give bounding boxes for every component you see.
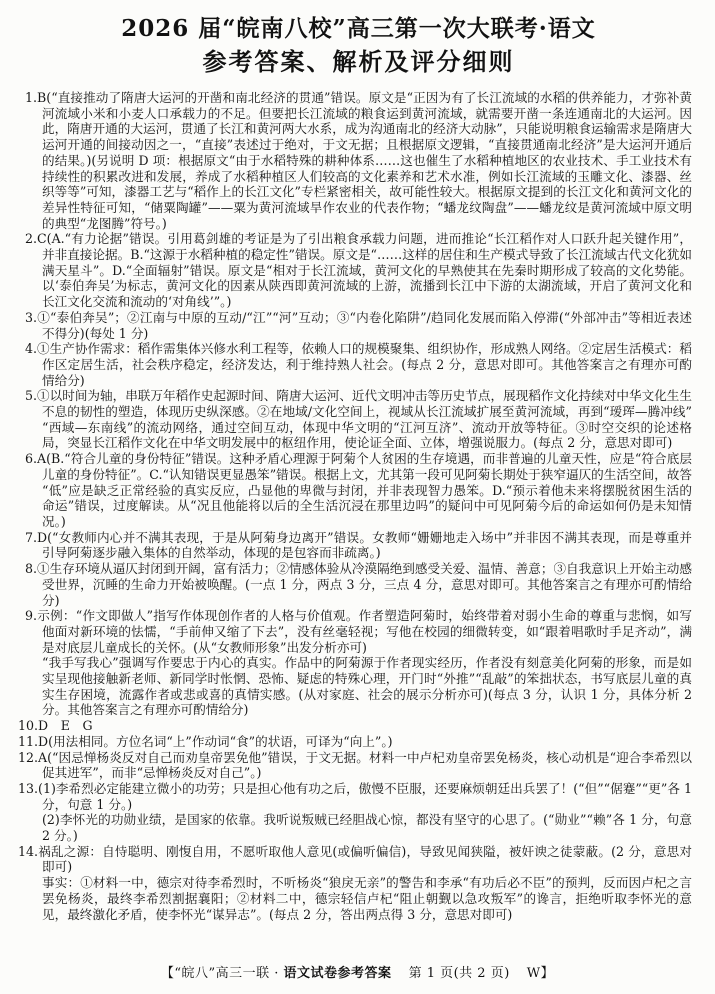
footer-prefix: 【“皖八”高三一联 · (160, 966, 284, 981)
answer-paragraph-first: 4.①生产协作需求：稻作需集体兴修水利工程等，依赖人口的规模聚集、组织协作，形成熟人网络。②定居生活模式：稻作区定居生活，社会秩序稳定，经济发达，利于维持熟人社会。(每点 2 分，意思对即可。其他答案言之有理亦可酌情给分) (25, 341, 692, 388)
answer-item (25, 310, 692, 341)
answer-paragraph-first: 2.C(A.“有力论据”错误。引用葛剑雄的考证是为了引出粮食承载力问题，进而推论“长江稻作对人口跃升起关键作用”，并非直接论据。B.“这源于水稻种植的稳定性”错误。原文是“……这样的居住和生产模式导致了长江流域古代文化犹如满天星斗”。D.“全面辐射”错误。原文是“相对于长江流域，黄河文化的早熟使其在先秦时期形成了较高的文化势能。以‘泰伯奔吴’为标志，黄河文化的因素从陕西即黄河流域的上游，流播到长江中下游的太湖流域，开启了黄河文化和长江文化交流和流动的‘对角线’”。) (25, 231, 692, 310)
answer-item (18, 749, 692, 781)
answer-item (25, 231, 692, 310)
answer-list (18, 90, 692, 922)
answer-paragraph-first: 11.D(用法相同。方位名词“上”作动词“食”的状语，可译为“向上”。) (18, 733, 393, 749)
page-title-line2: 参考答案、解析及评分细则 (202, 47, 515, 76)
page-title-line1: 2026 届“皖南八校”高三第一次大联考·语文 (121, 15, 596, 42)
answer-paragraph-first: 14.祸乱之源：自恃聪明、刚愎自用，不愿听取他人意见(或偏听偏信)，导致见闻狭隘，被奸谀之徒蒙蔽。(2 分，意思对即可) (18, 843, 692, 875)
document-title (25, 13, 692, 79)
page-footer (0, 962, 715, 981)
answer-item (25, 530, 692, 561)
answer-item (18, 718, 692, 734)
answer-paragraph: (2)李怀光的功勋业绩，是国家的依靠。我听说叛贼已经胆战心惊，都没有坚守的心思了。(“勋业”“赖”各 1 分，句意 2 分。) (42, 812, 692, 844)
answer-paragraph-first: 5.①以时间为轴，串联万年稻作史起源时间、隋唐大运河、近代文明冲击等历史节点，展现稻作文化持续对中华文化生生不息的韧性的塑造，体现历史纵深感。②在地域/文化空间上，视域从长江流域扩展至黄河流域，再到“瑷珲—腾冲线”“西域—东南线”的流动网络，通过空间互动，体现中华文明的“江河互济”、流动开放等特征。③时空交织的论述格局，突显长江稻作文化在中华文明发展中的枢纽作用，使论证全面、立体，增强说服力。(每点 2 分，意思对即可) (25, 388, 692, 451)
item-number: 13. (18, 780, 39, 796)
answer-item (25, 451, 692, 530)
answer-item (25, 341, 692, 388)
item-number: 4. (25, 341, 38, 357)
answer-paragraph-first: 3.①“泰伯奔吴”；②江南与中原的互动/“江”“河”互动；③“内卷化陷阱”/趋同化发展而陷入停滞(“外部冲击”等相近表述不得分)(每处 1 分) (25, 309, 692, 341)
answer-paragraph-first: 7.D(“女教师内心并不满其表现，于是从阿菊身边离开”错误。女教师“姗姗地走入场中”并非因不满其表现，而是尊重并引导阿菊逐步融入集体的自然举动，体现的是包容而非疏离。) (25, 529, 692, 561)
answer-paragraph-first: 12.A(“因忌惮杨炎反对自己而劝皇帝罢免他”错误，于文无据。材料一中卢杞劝皇帝罢免杨炎，核心动机是“迎合李希烈以促其进军”，而非“忌惮杨炎反对自己”。) (18, 749, 692, 781)
answer-paragraph-first: 1.B(“直接推动了隋唐大运河的开凿和南北经济的贯通”错误。原文是“正因为有了长江流域的水稻的供养能力，才弥补黄河流域小米和小麦人口承载力的不足。但要把长江流域的粮食运到黄河流域，就需要开凿一条连通南北的大运河。因此，隋唐开通的大运河，贯通了长江和黄河两大水系，成为沟通南北的经济大动脉”，只能说明粮食运输需求是隋唐大运河开通的间接动因之一，“直接”表述过于绝对，于文无据；且根据原文逻辑，“直接贯通南北经济”是大运河开通后的结果。)(另说明 D 项：根据原文“由于水稻特殊的耕种体系……这也催生了水稻种植地区的农业技术、手工业技术有持续性的积累改进和发展，养成了水稻种植区人们较高的文化素养和艺术水准，例如长江流域的玉雕文化、漆器、丝织等等”可知，漆器工艺与“稻作上的长江文化”专栏紧密相关，故可能性较大。根据原文提到的长江文化和黄河文化的差异性特征可知，“储粟陶罐”——粟为黄河流域旱作农业的代表作物；“蟠龙纹陶盘”——蟠龙纹是黄河流域中原文明的典型“龙图腾”符号。) (25, 90, 692, 231)
answer-item (25, 388, 692, 451)
item-number: 5. (25, 388, 38, 404)
answer-item (25, 561, 692, 608)
answer-paragraph-first: 9.示例：“作文即做人”指写作体现创作者的人格与价值观。作者塑造阿菊时，始终带着对弱小生命的尊重与悲悯，如写他面对新环境的怯懦，“手前伸又缩了下去”，没有丝毫轻视；写他在校园的细微转变，如“跟着唱歌时手足齐动”，满是对底层儿童成长的关怀。(从“女教师形象”出发分析亦可) (25, 608, 692, 655)
item-number: 3. (25, 309, 38, 325)
item-number: 8. (25, 561, 38, 577)
item-number: 7. (25, 529, 38, 545)
item-number: 11. (18, 733, 39, 749)
item-number: 1. (25, 90, 38, 105)
item-number: 10. (18, 718, 39, 734)
answer-paragraph-first: 8.①生存环境从逼仄封闭到开阔，富有活力；②情感体验从冷漠隔绝到感受关爱、温情、善意；③自我意识上开始主动感受世界，沉睡的生命力开始被唤醒。(一点 1 分，两点 3 分，三点 4 分，意思对即可。其他答案言之有理亦可酌情给分) (25, 561, 692, 608)
answer-paragraph-first: 10.D E G (18, 718, 93, 734)
answer-paragraph-first: 13.(1)李希烈必定能建立微小的功劳；只是担心他有功之后，傲慢不臣服，还要麻烦朝廷出兵罢了！(“但”“倨蹇”“更”各 1 分，句意 1 分。) (18, 780, 692, 812)
footer-title: 语文试卷参考答案 (283, 966, 392, 981)
item-number: 6. (25, 451, 38, 467)
item-number: 14. (18, 843, 39, 859)
answer-item (18, 780, 692, 844)
footer-code: W】 (526, 966, 555, 981)
answer-paragraph: 事实：①材料一中，德宗对待李希烈时，不听杨炎“狼戾无亲”的警告和李承“有功后必不臣”的预判，反而因卢杞之言罢免杨炎，最终李希烈割据襄阳；②材料二中，德宗轻信卢杞“阻止朝觐以急攻叛军”的谗言，拒绝听取李怀光的意见，最终激化矛盾，使李怀光“谋异志”。(每点 2 分，答出两点得 3 分，意思对即可) (42, 875, 692, 922)
item-number: 12. (18, 749, 39, 765)
answer-paragraph: “我手写我心”强调写作要忠于内心的真实。作品中的阿菊源于作者现实经历，作者没有刻意美化阿菊的形象，而是如实呈现他接触新老师、新同学时怅惘、恐怖、疑虑的特殊心理，开门时“外推”“乱敲”的笨拙状态，书写底层儿童的真实生存困境，流露作者或悲或喜的真情实感。(从对家庭、社会的展示分析亦可)(每点 3 分，认识 1 分，具体分析 2 分。其他答案言之有理亦可酌情给分) (42, 655, 692, 718)
item-number: 2. (25, 231, 38, 247)
answer-item (18, 843, 692, 923)
answer-item (18, 733, 692, 750)
footer-page-number: 第 1 页(共 2 页) (408, 966, 510, 981)
answer-item (25, 608, 692, 718)
answer-item (25, 90, 692, 231)
answer-paragraph-first: 6.A(B.“符合儿童的身份特征”错误。这种矛盾心理源于阿菊个人贫困的生存境遇，而非普遍的儿童天性，应是“符合底层儿童的身份特征”。C.“认知错误更显愚笨”错误。根据上文，尤其第一段可见阿菊长期处于狭窄逼仄的生活空间，故答“低”应是缺乏正常经验的真实反应，凸显他的卑微与封闭，并非表现智力愚笨。D.“预示着他未来将摆脱贫困生活的命运”错误，过度解读。从“况且他能将以后的全生活沉浸在那里边吗”的疑问中可见阿菊今后的命运如何仍是未知情况。) (25, 451, 692, 529)
item-number: 9. (25, 608, 38, 624)
